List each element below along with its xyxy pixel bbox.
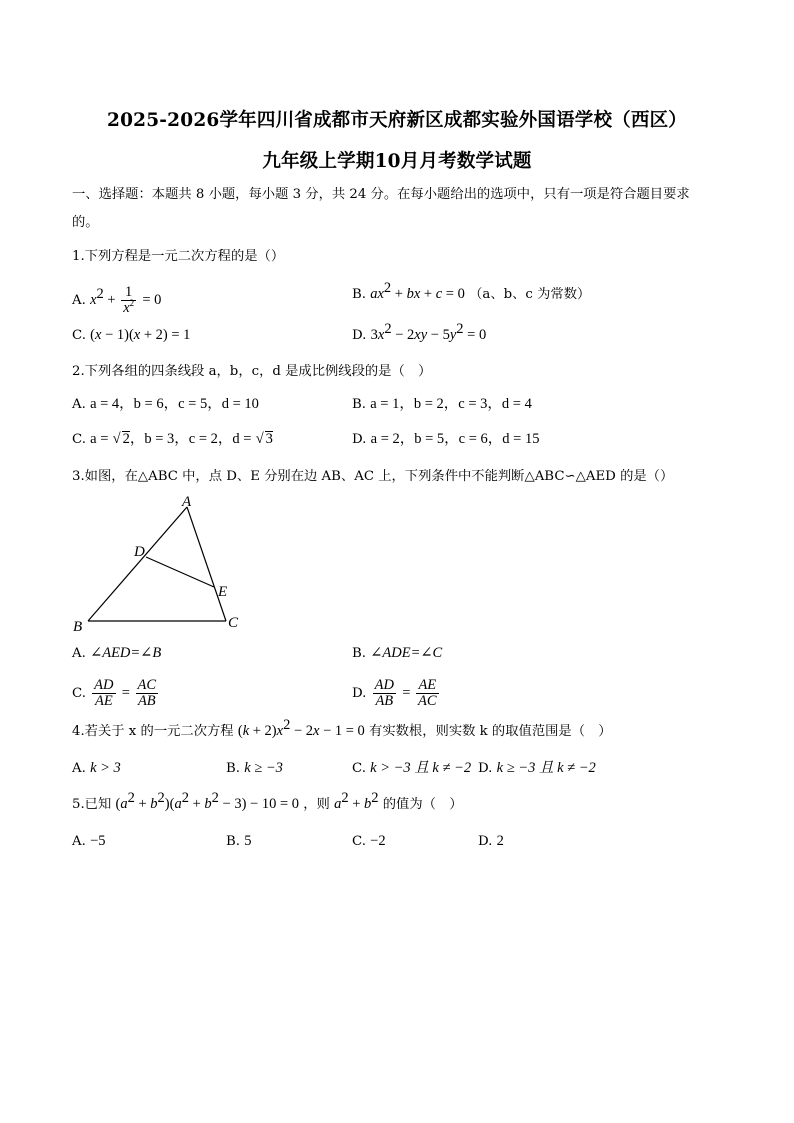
question-2-option-c: C. a = √ 2，b = 3，c = 2，d = √ 3 [72, 431, 273, 447]
section-instructions-line2: 的。 [72, 215, 99, 230]
question-5-option-a: A. −5 [72, 833, 106, 849]
question-2-option-a: A. a = 4，b = 6，c = 5，d = 10 [72, 396, 259, 412]
triangle-figure [66, 492, 256, 637]
question-5-option-d: D. 2 [478, 833, 504, 849]
question-1-stem: 1.下列方程是一元二次方程的是（） [72, 249, 285, 264]
question-3-option-d: D. $\frac{AD}{AB}$ = $\frac{AE}{AC}$ [352, 677, 437, 709]
option-label: D. [352, 328, 367, 343]
question-4-option-c: C. k > −3 且 k ≠ −2 [352, 760, 472, 776]
question-2-option-d: D. a = 2，b = 5，c = 6，d = 15 [352, 431, 540, 447]
section-instructions-line1: 一、选择题：本题共 8 小题，每小题 3 分，共 24 分。在每小题给出的选项中，只有一项是符合题目要求 [72, 187, 690, 202]
side-ac [187, 507, 226, 621]
question-4-option-d: D. k ≥ −3 且 k ≠ −2 [478, 760, 596, 776]
question-5-option-c: C. −2 [352, 833, 386, 849]
question-3-option-c: C. $\frac{AD}{AE}$ = $\frac{AC}{AB}$ [72, 677, 157, 709]
option-label: A. [72, 293, 86, 308]
segment-de [146, 557, 214, 587]
vertex-label-c: C [228, 615, 239, 631]
question-3-stem: 3.如图，在△ABC 中，点 D、E 分别在边 AB、AC 上，下列条件中不能判断△ABC∽△AED 的是（） [72, 469, 674, 484]
fraction: $\frac{AD}{AE}$ [94, 677, 114, 709]
question-2-stem: 2.下列各组的四条线段 a，b，c，d 是成比例线段的是（ ） [72, 364, 432, 379]
side-ab [88, 507, 187, 621]
question-1-option-d: D. $3x^2 - 2xy - 5y^2 = 0$ [352, 321, 487, 343]
point-label-d: D [134, 544, 145, 560]
question-4-option-b: B. k ≥ −3 [226, 760, 283, 776]
fraction: $\frac{AD}{AB}$ [374, 677, 394, 709]
exam-title-line2: 九年级上学期10月月考数学试题 [262, 151, 532, 172]
option-label: B. [352, 287, 366, 302]
point-label-e: E [218, 584, 228, 600]
fraction: $\frac{1}{x^2}$ [123, 284, 135, 316]
question-1-option-a: A. $x^2$ + $\frac{1}{x^2}$ = 0 [72, 284, 162, 316]
vertex-label-b: B [73, 619, 83, 635]
question-5-option-b: B. 5 [226, 833, 252, 849]
question-4-option-a: A. k > 3 [72, 760, 121, 776]
question-4-stem: 4.若关于 x 的一元二次方程 $(k + 2)x^2 - 2x - 1 = 0$ 有实数根，则实数 k 的取值范围是（ ） [72, 717, 612, 739]
exam-title-line1: 2025-2026学年四川省成都市天府新区成都实验外国语学校（西区） [107, 110, 687, 131]
question-3-option-b: B. ∠ADE=∠C [352, 645, 443, 661]
question-3-option-a: A. ∠AED=∠B [72, 645, 162, 661]
option-b-note: （a、b、c 为常数） [469, 287, 591, 302]
fraction: $\frac{AE}{AC}$ [418, 677, 437, 709]
option-label: C. [72, 328, 86, 343]
vertex-label-a: A [182, 494, 192, 510]
question-1-option-b: B. $ax^2$ + bx + c = 0 （a、b、c 为常数） [352, 280, 591, 302]
question-1-option-c: C. (x − 1)(x + 2) = 1 [72, 327, 191, 343]
question-5-stem: 5.已知 $(a^2 + b^2)(a^2 + b^2 - 3) - 10 = 0$ ，则 $a^2 + b^2$ 的值为（ ） [72, 790, 463, 812]
fraction: $\frac{AC}{AB}$ [137, 677, 157, 709]
question-2-option-b: B. a = 1，b = 2，c = 3，d = 4 [352, 396, 532, 412]
